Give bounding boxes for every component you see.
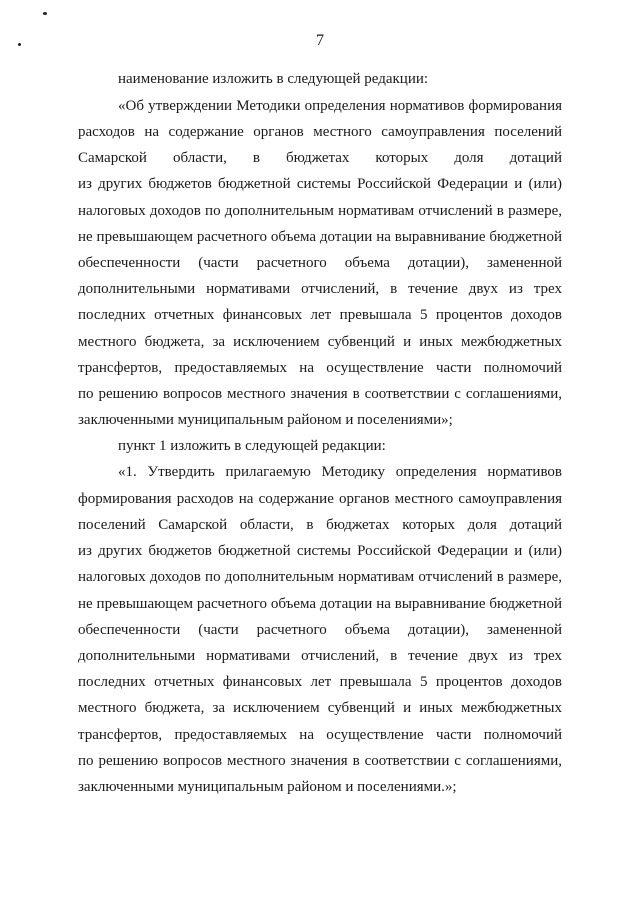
text-line: заключенными муниципальным районом и поселениями»;: [78, 412, 453, 428]
text-line: налоговых доходов по дополнительным нормативам отчислений в размере,: [78, 569, 562, 585]
text-line: поселений Самарской области, в бюджетах которых доля дотаций: [78, 517, 562, 533]
text-line: обеспеченности (части расчетного объема дотации), замененной: [78, 622, 562, 638]
text-line: Самарской области, в бюджетах которых доля дотаций: [78, 150, 562, 166]
text-line: местного бюджета, за исключением субвенций и иных межбюджетных: [78, 700, 562, 716]
text-line: трансфертов, предоставляемых на осуществление части полномочий: [78, 360, 562, 376]
text-line: расходов на содержание органов местного самоуправления поселений: [78, 124, 562, 140]
text-line: по решению вопросов местного значения в соответствии с соглашениями,: [78, 753, 562, 769]
text-line: налоговых доходов по дополнительным нормативам отчислений в размере,: [78, 203, 562, 219]
text-line: местного бюджета, за исключением субвенций и иных межбюджетных: [78, 334, 562, 350]
text-line: последних отчетных финансовых лет превышала 5 процентов доходов: [78, 674, 562, 690]
text-line: из других бюджетов бюджетной системы Российской Федерации и (или): [78, 543, 562, 559]
text-line: трансфертов, предоставляемых на осуществление части полномочий: [78, 727, 562, 743]
text-line: дополнительными нормативами отчислений, в течение двух из трех: [78, 281, 562, 297]
text-line: из других бюджетов бюджетной системы Российской Федерации и (или): [78, 176, 562, 192]
text-line: «1. Утвердить прилагаемую Методику определения нормативов: [118, 464, 562, 480]
text-line: не превышающем расчетного объема дотации на выравнивание бюджетной: [78, 229, 562, 245]
text-line: обеспеченности (части расчетного объема дотации), замененной: [78, 255, 562, 271]
page-number: 7: [316, 32, 324, 49]
text-line: «Об утверждении Методики определения нормативов формирования: [118, 98, 562, 114]
text-line: не превышающем расчетного объема дотации на выравнивание бюджетной: [78, 596, 562, 612]
text-line: заключенными муниципальным районом и поселениями.»;: [78, 779, 457, 795]
scan-speck: [43, 12, 47, 15]
text-line: формирования расходов на содержание органов местного самоуправления: [78, 491, 562, 507]
text-line: дополнительными нормативами отчислений, в течение двух из трех: [78, 648, 562, 664]
text-line: пункт 1 изложить в следующей редакции:: [118, 438, 386, 454]
text-line: последних отчетных финансовых лет превышала 5 процентов доходов: [78, 307, 562, 323]
text-line: по решению вопросов местного значения в соответствии с соглашениями,: [78, 386, 562, 402]
text-line: наименование изложить в следующей редакции:: [118, 71, 429, 87]
